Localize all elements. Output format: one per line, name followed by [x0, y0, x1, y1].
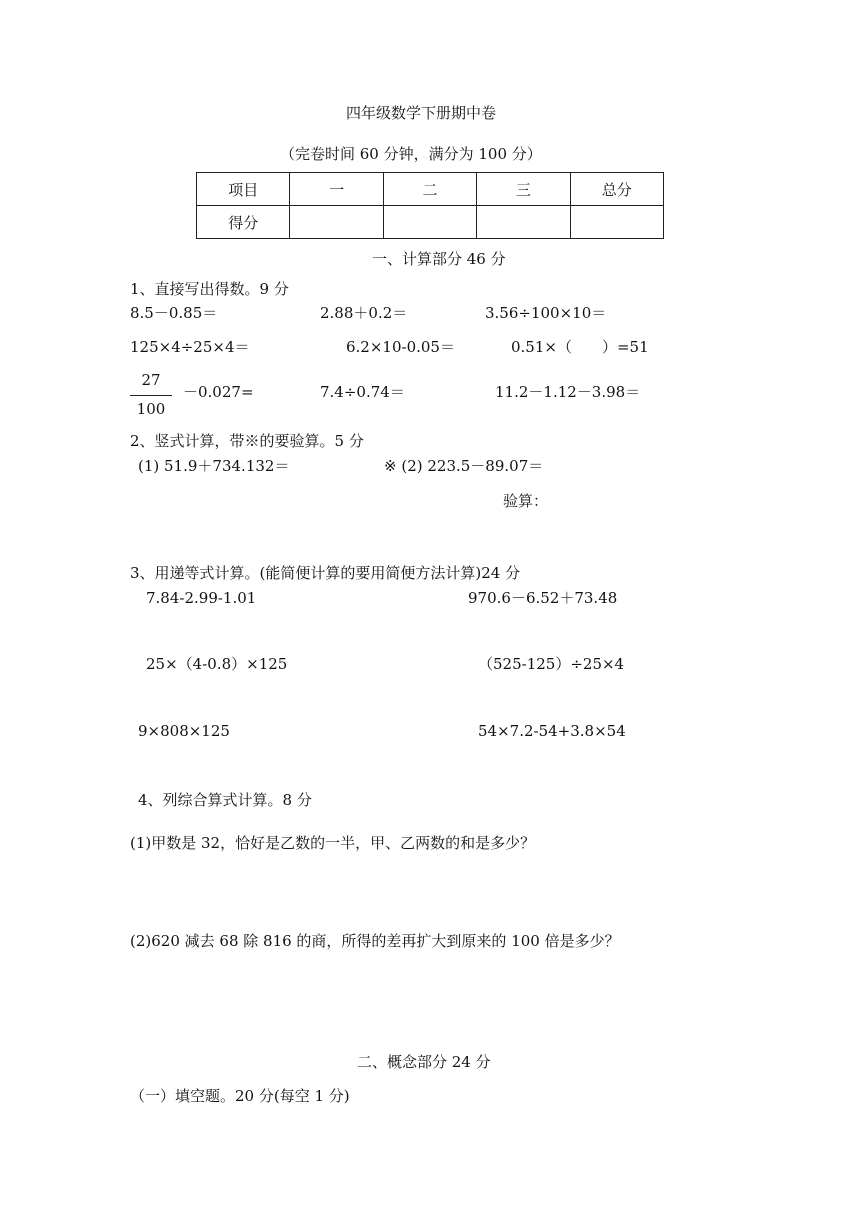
score-cell[interactable] [477, 206, 570, 239]
q1-item: 11.2－1.12－3.98＝ [495, 383, 641, 401]
score-cell[interactable] [290, 206, 383, 239]
q4-title: 4、列综合算式计算。8 分 [138, 791, 312, 809]
q3-item: 9×808×125 [138, 722, 230, 740]
score-header-cell: 三 [477, 173, 570, 206]
score-table-row [197, 206, 664, 239]
q3-item: 54×7.2-54+3.8×54 [478, 722, 626, 740]
q3-title: 3、用递等式计算。(能简便计算的要用简便方法计算)24 分 [130, 564, 521, 582]
q3-item: （525-125）÷25×4 [478, 655, 625, 673]
q1-item: 2.88＋0.2＝ [320, 304, 408, 322]
fraction-denominator: 100 [136, 400, 166, 418]
q3-item: 970.6－6.52＋73.48 [468, 589, 618, 607]
q2-item: ※ (2) 223.5－89.07＝ [384, 457, 544, 475]
score-table-header-row [197, 173, 664, 206]
fraction [130, 373, 172, 417]
score-header-cell: 总分 [570, 173, 663, 206]
q3-item: 7.84-2.99-1.01 [146, 589, 257, 607]
score-cell[interactable] [383, 206, 476, 239]
q1-item: －0.027= [183, 383, 254, 401]
page-title: 四年级数学下册期中卷 [346, 104, 497, 122]
q1-item: 3.56÷100×10＝ [485, 304, 607, 322]
q4-item: (1)甲数是 32，恰好是乙数的一半，甲、乙两数的和是多少？ [130, 834, 536, 852]
section2-subtitle: （一）填空题。20 分(每空 1 分) [130, 1087, 350, 1105]
q1-item: 6.2×10-0.05＝ [346, 338, 455, 356]
score-table [196, 172, 664, 239]
score-header-cell: 一 [290, 173, 383, 206]
score-header-cell: 项目 [197, 173, 290, 206]
fraction-numerator: 27 [141, 371, 161, 389]
q3-item: 25×（4-0.8）×125 [146, 655, 288, 673]
q1-item: 8.5－0.85＝ [130, 304, 218, 322]
section2-title: 二、概念部分 24 分 [357, 1053, 491, 1071]
q1-item: 0.51×（ ）=51 [511, 338, 649, 356]
exam-info: （完卷时间 60 分钟，满分为 100 分） [280, 145, 542, 163]
fraction-bar [130, 395, 172, 396]
q1-item: 125×4÷25×4＝ [130, 338, 250, 356]
q2-item: (1) 51.9＋734.132＝ [138, 457, 290, 475]
q1-title: 1、直接写出得数。9 分 [130, 280, 289, 298]
score-cell[interactable] [570, 206, 663, 239]
score-header-cell: 二 [383, 173, 476, 206]
q2-title: 2、竖式计算，带※的要验算。5 分 [130, 432, 364, 450]
score-row-label: 得分 [197, 206, 290, 239]
q2-check-label: 验算： [503, 492, 549, 510]
q4-item: (2)620 减去 68 除 816 的商，所得的差再扩大到原来的 100 倍是多少？ [130, 932, 620, 950]
q1-item: 7.4÷0.74＝ [320, 383, 405, 401]
section1-title: 一、计算部分 46 分 [372, 250, 506, 268]
